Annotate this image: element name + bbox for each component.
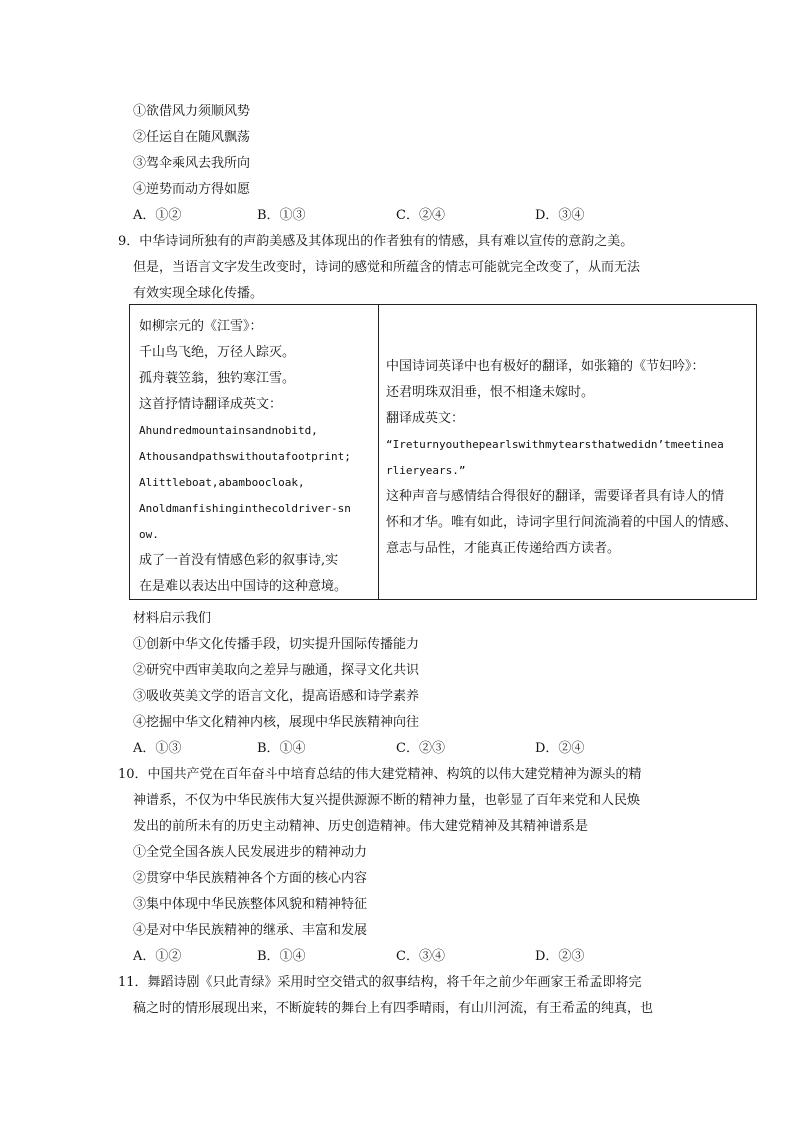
left-cell-line: 千山鸟飞绝，万径人踪灭。 xyxy=(139,345,296,360)
q8-item-2: ②任运自在随风飘荡 xyxy=(133,130,251,145)
q9-item-3: ③吸收英美文学的语言文化，提高语感和诗学素养 xyxy=(133,689,420,704)
left-cell-line: 如柳宗元的《江雪》： xyxy=(139,319,263,334)
right-cell-line: 翻译成英文： xyxy=(386,411,465,426)
q10-stem-line-1: 10．中国共产党在百年奋斗中培育总结的伟大建党精神、构筑的以伟大建党精神为源头的精 xyxy=(118,767,642,782)
left-cell-english: Anoldmanfishinginthecoldriver-sn xyxy=(139,502,351,515)
q9-option-c[interactable]: C．②③ xyxy=(396,741,445,756)
right-cell-english: “Ireturnyouthepearlswithmytearsthatwedidn’tmeetinea xyxy=(386,438,724,451)
q10-option-d[interactable]: D．②③ xyxy=(535,949,585,964)
left-cell-line: 这首抒情诗翻译成英文： xyxy=(139,397,283,412)
right-cell-line: 还君明珠双泪垂，恨不相逢未嫁时。 xyxy=(386,385,595,400)
q10-option-a[interactable]: A．①② xyxy=(133,949,182,964)
q8-option-b[interactable]: B．①③ xyxy=(257,208,306,223)
q9-item-4: ④挖掘中华文化精神内核，展现中华民族精神向往 xyxy=(133,715,420,730)
left-cell-line: 在是难以表达出中国诗的这种意境。 xyxy=(139,579,348,594)
left-cell-english: Athousandpathswithoutafootprint; xyxy=(139,450,351,463)
q8-option-c[interactable]: C．②④ xyxy=(396,208,445,223)
q8-item-1: ①欲借风力须顺风势 xyxy=(133,104,251,119)
q10-item-1: ①全党全国各族人民发展进步的精神动力 xyxy=(133,845,368,860)
q9-option-b[interactable]: B．①④ xyxy=(257,741,306,756)
right-cell-line: 这种声音与感情结合得很好的翻译，需要译者具有诗人的情 xyxy=(386,489,725,504)
q10-stem-line-3: 发出的前所未有的历史主动精神、历史创造精神。伟大建党精神及其精神谱系是 xyxy=(133,819,589,834)
right-cell-english: rlieryears.” xyxy=(386,464,466,477)
left-cell-english: ow. xyxy=(139,528,159,541)
right-cell-line: 中国诗词英译中也有极好的翻译，如张籍的《节妇吟》： xyxy=(386,359,705,374)
q11-stem-line-1: 11．舞蹈诗剧《只此青绿》采用时空交错式的叙事结构，将千年之前少年画家王希孟即将完 xyxy=(118,975,642,990)
q9-stem-line-1: 9．中华诗词所独有的声韵美感及其体现出的作者独有的情感，具有难以宣传的意韵之美。 xyxy=(118,234,634,249)
q9-item-1: ①创新中华文化传播手段，切实提升国际传播能力 xyxy=(133,637,420,652)
left-cell-line: 孤舟蓑笠翁，独钓寒江雪。 xyxy=(139,371,296,386)
q9-stem-line-2: 但是，当语言文字发生改变时，诗词的感觉和所蕴含的情志可能就完全改变了，从而无法 xyxy=(133,260,641,275)
right-cell-line: 怀和才华。唯有如此，诗词字里行间流淌着的中国人的情感、 xyxy=(386,515,738,530)
left-cell-english: Alittleboat,abamboocloak, xyxy=(139,476,305,489)
q9-option-a[interactable]: A．①③ xyxy=(133,741,182,756)
q9-item-2: ②研究中西审美取向之差异与融通，探寻文化共识 xyxy=(133,663,420,678)
q10-item-2: ②贯穿中华民族精神各个方面的核心内容 xyxy=(133,871,368,886)
q10-option-b[interactable]: B．①④ xyxy=(257,949,306,964)
q9-stem-line-3: 有效实现全球化传播。 xyxy=(133,286,264,301)
q8-option-a[interactable]: A．①② xyxy=(133,208,182,223)
q11-stem-line-2: 稿之时的情形展现出来，不断旋转的舞台上有四季晴雨，有山川河流，有王希孟的纯真，也 xyxy=(133,1001,654,1016)
q10-stem-line-2: 神谱系，不仅为中华民族伟大复兴提供源源不断的精神力量，也彰显了百年来党和人民焕 xyxy=(133,793,641,808)
q10-option-c[interactable]: C．③④ xyxy=(396,949,445,964)
q9-lead: 材料启示我们 xyxy=(133,611,212,626)
q9-option-d[interactable]: D．②④ xyxy=(535,741,585,756)
q8-item-4: ④逆势而动方得如愿 xyxy=(133,182,251,197)
q8-option-d[interactable]: D．③④ xyxy=(535,208,585,223)
q8-item-3: ③驾伞乘风去我所向 xyxy=(133,156,251,171)
right-cell-line: 意志与品性，才能真正传递给西方读者。 xyxy=(386,541,621,556)
material-table xyxy=(129,304,757,600)
left-cell-line: 成了一首没有情感色彩的叙事诗,实 xyxy=(139,553,339,568)
q10-item-3: ③集中体现中华民族整体风貌和精神特征 xyxy=(133,897,368,912)
left-cell-english: Ahundredmountainsandnobitd, xyxy=(139,424,318,437)
q10-item-4: ④是对中华民族精神的继承、丰富和发展 xyxy=(133,923,368,938)
table-divider xyxy=(378,305,379,599)
